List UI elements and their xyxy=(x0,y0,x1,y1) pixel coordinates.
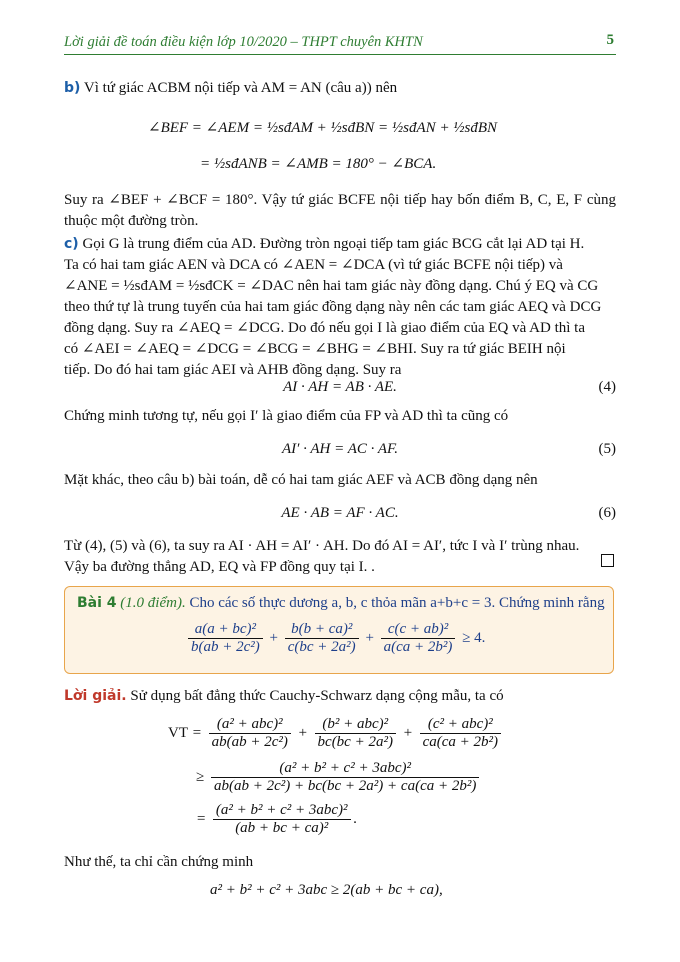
header-title: Lời giải đề toán điều kiện lớp 10/2020 – THPT chuyên KHTN xyxy=(64,34,423,50)
final-line2: Vậy ba đường thẳng AD, EQ và FP đồng quy tại I. . xyxy=(64,559,375,575)
problem-4-box xyxy=(64,586,614,674)
problem-4-inequality: $\frac{\text{a(a + bc)²}}{\text{b(ab + 2c²)}}$ + $\frac{\text{b(b + ca)²}}{\text{c(bc + 2a²)}}$ + $\frac{\text{c(c + ab)²}}{\text{a(ca + 2b²)}}$ ≥ 4. xyxy=(185,621,485,656)
row2-frac xyxy=(211,760,479,795)
equation-5 xyxy=(64,438,616,460)
equation-6-body: AE · AB = AF · AC. xyxy=(281,505,399,521)
row3-frac-den: (ab + bc + ca)² xyxy=(213,819,351,837)
ineq-term-1 xyxy=(188,621,263,656)
solution-row-3: = $\frac{\text{(a² + b² + c² + 3abc)²}}{\text{(ab + bc + ca)²}}$ . xyxy=(196,802,358,836)
qed-box-icon xyxy=(601,554,614,567)
part-c-line1 xyxy=(64,234,616,255)
row1-frac-1 xyxy=(209,716,291,751)
part-c-line5: đồng dạng. Suy ra ∠AEQ = ∠DCG. Do đó nếu gọi I là giao điểm của EQ và AD thì ta xyxy=(64,320,586,336)
final-line1: Từ (4), (5) và (6), ta suy ra AI · AH = AI′ · AH. Do đó AI = AI′, tức I và I′ trùng nhau. xyxy=(64,538,580,554)
solution-intro-text: Sử dụng bất đẳng thức Cauchy-Schwarz dạng cộng mẫu, ta có xyxy=(130,688,504,704)
row1-frac-1-num: (a² + abc)² xyxy=(216,716,283,732)
other-hand-text: Mặt khác, theo câu b) bài toán, dễ có hai tam giác AEF và ACB đồng dạng nên xyxy=(64,472,538,488)
row1-frac-2-num: (b² + abc)² xyxy=(322,716,389,732)
ineq-term-2 xyxy=(285,621,359,656)
equation-6-number: (6) xyxy=(598,505,616,521)
problem-4-label: Bài 4 xyxy=(77,595,117,611)
solution-row-2: ≥ $\frac{\text{(a² + b² + c² + 3abc)²}}{\text{ab(ab + 2c²) + bc(bc + 2a²) + ca(ca + 2b²)}}$ xyxy=(196,760,482,795)
part-c-line7: tiếp. Do đó hai tam giác AEI và AHB đồng dạng. Suy ra xyxy=(64,362,402,378)
part-c-line4: theo thứ tự là trung tuyến của hai tam giác đồng dạng này nên các tam giác AEQ và DCG xyxy=(64,299,602,315)
problem-4-statement: Cho các số thực dương a, b, c thỏa mãn a+b+c = 3. Chứng minh rằng xyxy=(189,595,605,611)
equation-4-body: AI · AH = AB · AE. xyxy=(283,379,397,395)
part-b-eq-line2: = ½sđANB = ∠AMB = 180° − ∠BCA. xyxy=(200,156,437,172)
part-c-label: c) xyxy=(64,236,79,252)
vt-label: VT xyxy=(168,724,188,741)
row3-frac-num: (a² + b² + c² + 3abc)² xyxy=(215,802,348,818)
row1-frac-2-den: bc(bc + 2a²) xyxy=(315,733,396,751)
part-b-intro xyxy=(64,78,616,99)
row2-frac-num: (a² + b² + c² + 3abc)² xyxy=(279,760,411,776)
solution-intro xyxy=(64,686,616,707)
ineq-term-3-num: c(c + ab)² xyxy=(387,621,449,637)
equation-5-number: (5) xyxy=(598,441,616,457)
solution-last-equation: a² + b² + c² + 3abc ≥ 2(ab + bc + ca), xyxy=(210,882,443,898)
solution-row-1: VT = $\frac{\text{(a² + abc)²}}{\text{ab(ab + 2c²)}}$ + $\frac{\text{(b² + abc)²}}{\text{bc(bc + 2a²)}}$ + $\frac{\text{(c² + abc)²}}{\text{ca(ca + 2b²)}}$ xyxy=(168,716,504,751)
page-number: 5 xyxy=(606,32,614,48)
problem-4-statement-line xyxy=(77,595,605,612)
problem-4-points: (1.0 điểm). xyxy=(120,595,186,611)
row1-frac-3-num: (c² + abc)² xyxy=(427,716,493,732)
part-b-eq-line1: ∠BEF = ∠AEM = ½sđAM + ½sđBN = ½sđAN + ½sđBN xyxy=(148,120,498,136)
ineq-term-2-den: c(bc + 2a²) xyxy=(285,638,359,656)
part-b-conclusion: Suy ra ∠BEF + ∠BCF = 180°. Vậy tứ giác BCFE nội tiếp hay bốn điểm B, C, E, F cùng thuộc một đường tròn. xyxy=(64,192,616,229)
row1-frac-2 xyxy=(315,716,396,751)
row1-frac-3-den: ca(ca + 2b²) xyxy=(420,733,501,751)
ineq-term-3-den: a(ca + 2b²) xyxy=(381,638,456,656)
part-b-label: b) xyxy=(64,80,81,96)
ineq-term-1-den: b(ab + 2c²) xyxy=(188,638,263,656)
part-c-line2: Ta có hai tam giác AEN và DCA có ∠AEN = ∠DCA (vì tứ giác BCFE nội tiếp) và xyxy=(64,257,563,273)
row1-frac-3 xyxy=(420,716,501,751)
ineq-term-1-num: a(a + bc)² xyxy=(194,621,257,637)
ineq-term-2-num: b(b + ca)² xyxy=(291,621,353,637)
similar-proof-text: Chứng minh tương tự, nếu gọi I′ là giao điểm của FP và AD thì ta cũng có xyxy=(64,408,509,424)
page-header xyxy=(64,32,616,55)
row1-frac-1-den: ab(ab + 2c²) xyxy=(209,733,291,751)
equation-5-body: AI′ · AH = AC · AF. xyxy=(281,441,399,457)
equation-4-number: (4) xyxy=(598,379,616,395)
equation-6 xyxy=(64,502,616,524)
equation-4 xyxy=(64,376,616,398)
part-c-line3: ∠ANE = ½sđAM = ½sđCK = ∠DAC nên hai tam giác này đồng dạng. Chú ý EQ và CG xyxy=(64,278,599,294)
part-c-line6: có ∠AEI = ∠AEQ = ∠DCG = ∠BCG = ∠BHG = ∠BHI. Suy ra tứ giác BEIH nội xyxy=(64,341,566,357)
row2-frac-den: ab(ab + 2c²) + bc(bc + 2a²) + ca(ca + 2b²) xyxy=(211,777,479,795)
ineq-term-3 xyxy=(381,621,456,656)
part-b-intro-text: Vì tứ giác ACBM nội tiếp và AM = AN (câu a)) nên xyxy=(83,80,398,96)
solution-label: Lời giải. xyxy=(64,688,127,704)
row3-frac xyxy=(213,802,351,837)
ineq-rhs: ≥ 4. xyxy=(462,629,486,646)
part-c-line1-text: Gọi G là trung điểm của AD. Đường tròn ngoại tiếp tam giác BCG cắt lại AD tại H. xyxy=(82,236,585,252)
solution-next-text: Như thế, ta chỉ cần chứng minh xyxy=(64,854,254,870)
